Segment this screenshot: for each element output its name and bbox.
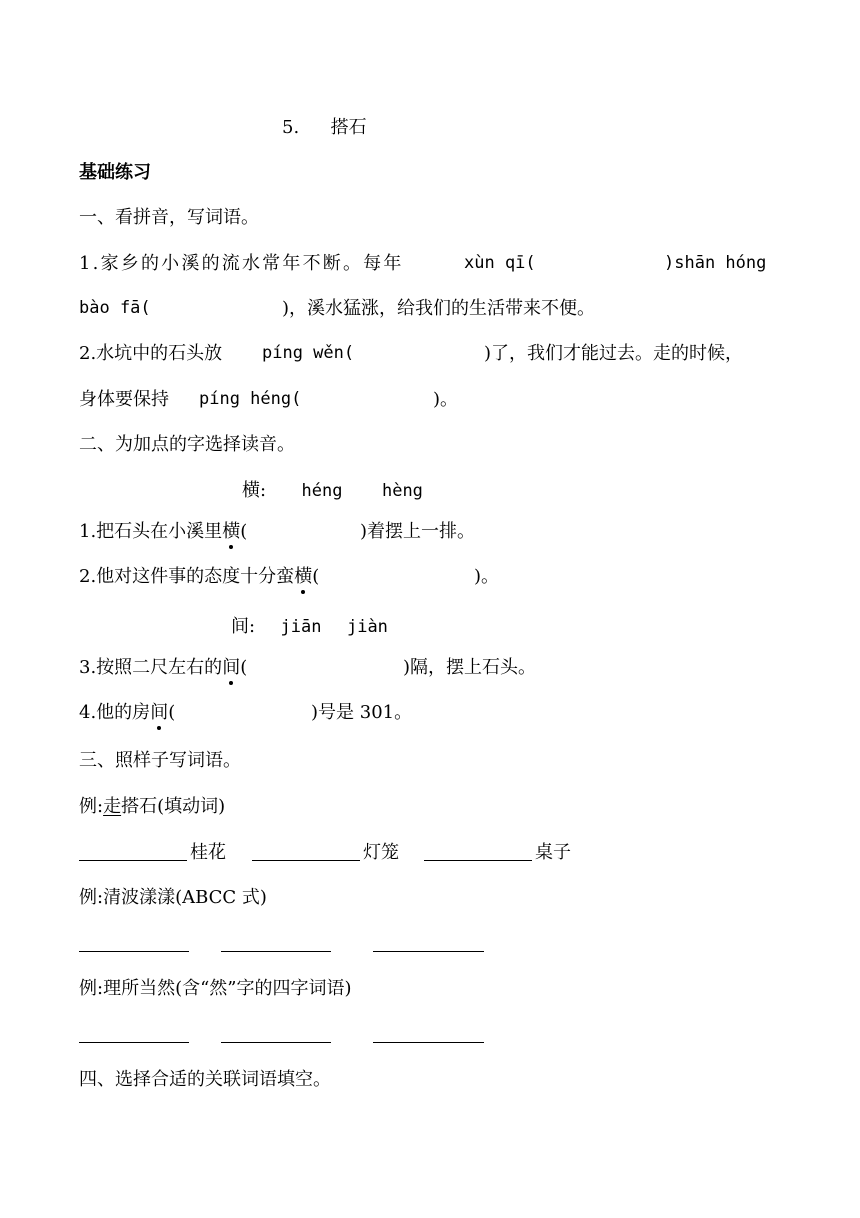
dotted-char: 间 bbox=[222, 657, 241, 678]
part1-q2-text: 2.水坑中的石头放 bbox=[79, 343, 223, 364]
part3-example2: 例:清波漾漾(ABCC 式) bbox=[79, 887, 267, 908]
part2-q2-text: 2.他对这件事的态度十分蛮 bbox=[79, 566, 295, 587]
part2-q3-text: 3.按照二尺左右的 bbox=[79, 657, 223, 678]
part2-q1-text: 1.把石头在小溪里 bbox=[79, 521, 223, 542]
part2-q1-text2: )着摆上一排。 bbox=[360, 521, 476, 542]
answer-line[interactable] bbox=[252, 860, 360, 861]
word-guihua: 桂花 bbox=[190, 842, 226, 863]
dotted-char: 间 bbox=[150, 702, 169, 723]
part1-q1-pinyin3: bào fā( bbox=[79, 298, 151, 318]
part1-q1-line1 bbox=[79, 255, 404, 273]
part2-q2 bbox=[79, 568, 319, 586]
heng-option-2: hèng bbox=[381, 481, 423, 501]
jian-option-2: jiàn bbox=[346, 617, 388, 637]
part1-q2-text3: 身体要保持 bbox=[79, 389, 169, 410]
part2-q4-text: 4.他的房 bbox=[79, 702, 151, 723]
paren-open: ( bbox=[240, 521, 248, 542]
part1-q2-pinyin2: píng héng( bbox=[199, 389, 302, 409]
part1-q1-text2: )，溪水猛涨，给我们的生活带来不便。 bbox=[282, 298, 596, 319]
answer-line[interactable] bbox=[79, 860, 187, 861]
part2-q1 bbox=[79, 523, 247, 541]
part1-q2-text4: )。 bbox=[433, 389, 459, 410]
paren-open: ( bbox=[312, 566, 320, 587]
jian-label: 间: bbox=[231, 616, 256, 637]
word-zhuozi: 桌子 bbox=[535, 842, 571, 863]
part2-q3 bbox=[79, 659, 247, 677]
example-prefix: 例: bbox=[79, 796, 104, 817]
answer-line[interactable] bbox=[79, 951, 189, 952]
part3-example1 bbox=[79, 798, 225, 816]
answer-line[interactable] bbox=[79, 1042, 189, 1043]
part1-q2-pinyin1: píng wěn( bbox=[262, 343, 355, 363]
underlined-verb: 走 bbox=[103, 796, 122, 817]
section-heading: 基础练习 bbox=[79, 162, 151, 183]
word-denglong: 灯笼 bbox=[363, 842, 399, 863]
dotted-char: 横 bbox=[222, 521, 241, 542]
jian-option-1: jiān bbox=[280, 617, 322, 637]
lesson-name: 搭石 bbox=[330, 117, 367, 138]
heng-option-1: héng bbox=[301, 481, 343, 501]
answer-line[interactable] bbox=[221, 1042, 331, 1043]
part1-q1-text: 1.家乡的小溪的流水常年不断。每年 bbox=[79, 253, 404, 274]
answer-line[interactable] bbox=[373, 951, 484, 952]
lesson-number: 5. bbox=[282, 117, 300, 138]
dotted-char: 横 bbox=[294, 566, 313, 587]
lesson-title bbox=[282, 119, 367, 137]
heng-options bbox=[242, 482, 423, 500]
part1-q2-text2: )了，我们才能过去。走的时候， bbox=[484, 343, 744, 364]
part3-heading: 三、照样子写词语。 bbox=[79, 750, 241, 771]
part4-heading: 四、选择合适的关联词语填空。 bbox=[79, 1069, 331, 1090]
paren-open: ( bbox=[168, 702, 176, 723]
part2-q3-text2: )隔，摆上石头。 bbox=[403, 657, 537, 678]
part2-q4 bbox=[79, 704, 175, 722]
part1-q1-pinyin2: )shān hóng bbox=[664, 253, 767, 273]
jian-options bbox=[231, 618, 388, 636]
answer-line[interactable] bbox=[373, 1042, 484, 1043]
part2-heading: 二、为加点的字选择读音。 bbox=[79, 434, 295, 455]
paren-open: ( bbox=[240, 657, 248, 678]
part2-q2-text2: )。 bbox=[474, 566, 500, 587]
answer-line[interactable] bbox=[221, 951, 331, 952]
part3-example3: 例:理所当然(含“然”字的四字词语) bbox=[79, 978, 352, 999]
part2-q4-text2: )号是 301。 bbox=[311, 702, 413, 723]
answer-line[interactable] bbox=[424, 860, 532, 861]
example-text: 搭石(填动词) bbox=[121, 796, 226, 817]
part1-heading: 一、看拼音，写词语。 bbox=[79, 207, 259, 228]
part1-q1-pinyin1: xùn qī( bbox=[464, 253, 536, 273]
heng-label: 横: bbox=[242, 480, 267, 501]
